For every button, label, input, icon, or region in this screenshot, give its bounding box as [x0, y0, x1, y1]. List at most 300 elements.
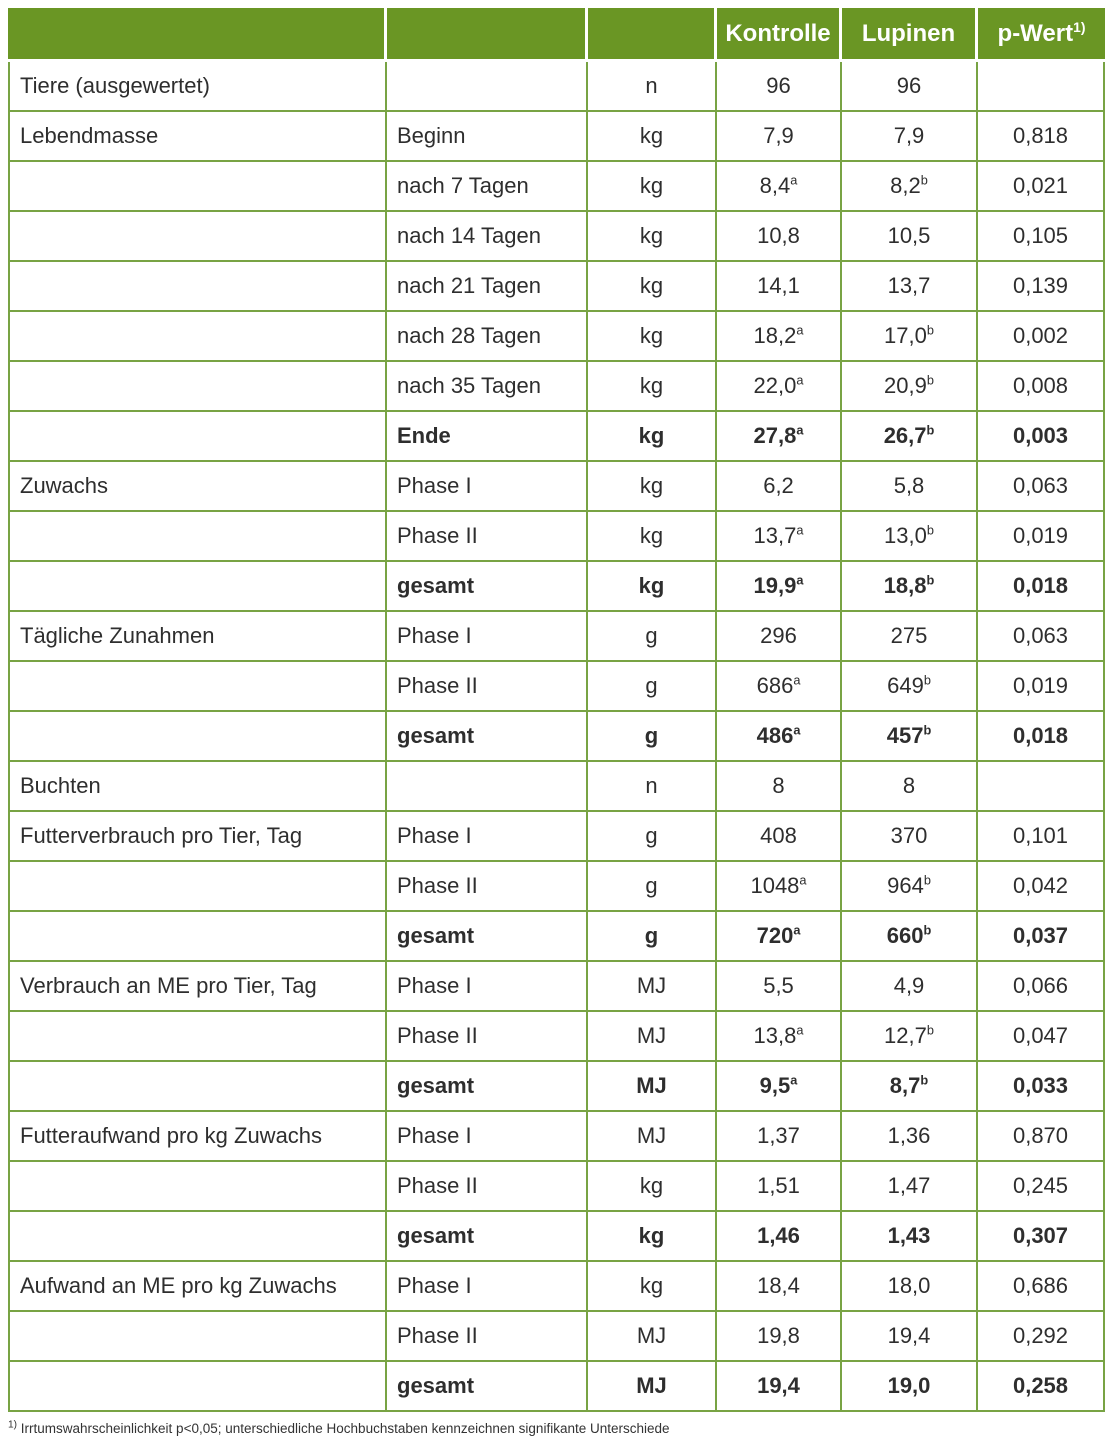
row-subcategory-cell — [387, 1262, 588, 1312]
row-category-cell — [8, 862, 387, 912]
row-subcategory-cell — [387, 412, 588, 462]
row-subcategory-cell — [387, 912, 588, 962]
row-kontrolle-cell — [717, 212, 842, 262]
row-kontrolle-value: 13,8 — [753, 1023, 797, 1048]
row-lupinen-significance-letter: b — [926, 1022, 934, 1038]
row-unit-cell — [588, 262, 717, 312]
row-lupinen-significance-letter: b — [926, 422, 935, 438]
row-lupinen-value: 4,9 — [893, 973, 925, 998]
row-lupinen-value: 457 — [886, 723, 924, 748]
row-lupinen-value: 1,36 — [887, 1123, 931, 1148]
row-unit-cell — [588, 62, 717, 112]
row-subcategory-cell — [387, 162, 588, 212]
row-kontrolle-cell — [717, 962, 842, 1012]
row-unit-label: n — [645, 773, 658, 798]
row-category-cell — [8, 812, 387, 862]
row-category-label: Futterverbrauch pro Tier, Tag — [20, 823, 303, 848]
table-row — [8, 262, 1105, 312]
row-kontrolle-value: 96 — [766, 73, 791, 98]
row-pwert-cell — [978, 812, 1105, 862]
row-lupinen-cell — [842, 162, 978, 212]
row-kontrolle-cell — [717, 112, 842, 162]
row-pwert-value: 0,033 — [1012, 1073, 1069, 1098]
row-kontrolle-value: 486 — [756, 723, 794, 748]
row-unit-label: kg — [639, 173, 664, 198]
row-unit-cell — [588, 562, 717, 612]
row-pwert-cell — [978, 1362, 1105, 1412]
table-row — [8, 312, 1105, 362]
row-category-cell — [8, 1012, 387, 1062]
row-pwert-value: 0,292 — [1012, 1323, 1069, 1348]
row-lupinen-cell — [842, 1062, 978, 1112]
row-kontrolle-value: 1,46 — [757, 1223, 800, 1248]
row-pwert-value: 0,870 — [1012, 1123, 1069, 1148]
row-subcategory-cell — [387, 462, 588, 512]
row-unit-cell — [588, 662, 717, 712]
row-unit-label: kg — [638, 1223, 665, 1248]
row-category-cell — [8, 962, 387, 1012]
row-category-cell — [8, 662, 387, 712]
header-pwert-footnote-marker: 1) — [1073, 18, 1086, 35]
row-lupinen-cell — [842, 62, 978, 112]
row-unit-cell — [588, 912, 717, 962]
row-lupinen-value: 13,0 — [884, 523, 927, 548]
row-kontrolle-significance-letter: a — [796, 322, 804, 338]
row-pwert-value: 0,105 — [1012, 223, 1069, 248]
row-category-label: Zuwachs — [20, 473, 109, 498]
table-row — [8, 712, 1105, 762]
table-row — [8, 512, 1105, 562]
header-pwert-cell — [978, 8, 1105, 62]
row-lupinen-cell — [842, 1112, 978, 1162]
header-unit-cell — [588, 8, 717, 62]
table-row — [8, 412, 1105, 462]
row-pwert-cell — [978, 1312, 1105, 1362]
row-subcategory-label: Phase I — [397, 473, 472, 498]
header-kontrolle-cell: Kontrolle — [717, 8, 842, 62]
row-pwert-value: 0,037 — [1012, 923, 1069, 948]
row-kontrolle-cell — [717, 1312, 842, 1362]
row-lupinen-cell — [842, 662, 978, 712]
row-lupinen-cell — [842, 1262, 978, 1312]
row-pwert-cell — [978, 912, 1105, 962]
row-lupinen-cell — [842, 312, 978, 362]
table-row — [8, 612, 1105, 662]
row-category-cell — [8, 1262, 387, 1312]
row-pwert-cell — [978, 512, 1105, 562]
row-kontrolle-value: 296 — [760, 623, 797, 648]
row-lupinen-value: 18,0 — [887, 1273, 931, 1298]
row-unit-cell — [588, 512, 717, 562]
row-unit-cell — [588, 1162, 717, 1212]
row-subcategory-cell — [387, 962, 588, 1012]
row-subcategory-cell — [387, 1062, 588, 1112]
row-subcategory-label: Ende — [397, 423, 451, 448]
row-subcategory-cell — [387, 1012, 588, 1062]
row-kontrolle-value: 10,8 — [757, 223, 800, 248]
row-pwert-value: 0,018 — [1012, 723, 1069, 748]
row-unit-cell — [588, 712, 717, 762]
row-lupinen-value: 19,4 — [887, 1323, 931, 1348]
row-kontrolle-value: 9,5 — [759, 1073, 791, 1098]
row-lupinen-cell — [842, 812, 978, 862]
row-lupinen-value: 26,7 — [883, 423, 927, 448]
row-subcategory-label: nach 14 Tagen — [397, 223, 541, 248]
row-kontrolle-significance-letter: a — [790, 172, 798, 188]
row-subcategory-cell — [387, 112, 588, 162]
row-lupinen-cell — [842, 562, 978, 612]
row-kontrolle-cell — [717, 912, 842, 962]
row-subcategory-label: nach 35 Tagen — [397, 373, 541, 398]
row-kontrolle-value: 27,8 — [753, 423, 797, 448]
row-subcategory-cell — [387, 62, 588, 112]
row-subcategory-cell — [387, 712, 588, 762]
row-unit-cell — [588, 1212, 717, 1262]
row-category-cell — [8, 312, 387, 362]
row-kontrolle-cell — [717, 1162, 842, 1212]
row-lupinen-value: 17,0 — [884, 323, 927, 348]
footnote-marker: 1) — [8, 1419, 17, 1431]
row-unit-cell — [588, 612, 717, 662]
row-unit-label: MJ — [636, 973, 667, 998]
row-kontrolle-significance-letter: a — [796, 422, 804, 438]
row-unit-label: kg — [639, 473, 664, 498]
row-subcategory-label: Phase I — [397, 823, 472, 848]
table-row — [8, 1212, 1105, 1262]
row-unit-label: g — [645, 623, 658, 648]
row-subcategory-label: Phase I — [397, 1123, 472, 1148]
row-pwert-value: 0,063 — [1012, 623, 1069, 648]
row-subcategory-cell — [387, 862, 588, 912]
row-subcategory-cell — [387, 362, 588, 412]
row-category-cell — [8, 612, 387, 662]
row-lupinen-value: 1,47 — [887, 1173, 931, 1198]
row-subcategory-label: gesamt — [397, 1073, 475, 1098]
row-kontrolle-cell — [717, 462, 842, 512]
table-row — [8, 812, 1105, 862]
row-lupinen-value: 10,5 — [887, 223, 931, 248]
row-category-label: Aufwand an ME pro kg Zuwachs — [20, 1273, 337, 1298]
row-lupinen-cell — [842, 212, 978, 262]
row-lupinen-value: 13,7 — [887, 273, 931, 298]
row-unit-cell — [588, 862, 717, 912]
row-pwert-cell — [978, 112, 1105, 162]
row-kontrolle-value: 19,4 — [757, 1373, 800, 1398]
row-kontrolle-value: 22,0 — [753, 373, 797, 398]
row-pwert-cell — [978, 62, 1105, 112]
row-category-cell — [8, 1062, 387, 1112]
row-kontrolle-cell — [717, 512, 842, 562]
row-unit-label: kg — [639, 273, 664, 298]
row-kontrolle-value: 19,8 — [757, 1323, 800, 1348]
row-category-cell — [8, 562, 387, 612]
table-row — [8, 1362, 1105, 1412]
row-subcategory-label: gesamt — [397, 1223, 475, 1248]
row-pwert-cell — [978, 1162, 1105, 1212]
row-lupinen-value: 8 — [902, 773, 916, 798]
row-subcategory-cell — [387, 312, 588, 362]
row-lupinen-value: 275 — [890, 623, 928, 648]
row-subcategory-cell — [387, 762, 588, 812]
table-row — [8, 1162, 1105, 1212]
table-row — [8, 162, 1105, 212]
row-pwert-value: 0,139 — [1012, 273, 1069, 298]
row-lupinen-cell — [842, 1312, 978, 1362]
row-unit-label: MJ — [636, 1123, 667, 1148]
row-lupinen-cell — [842, 862, 978, 912]
row-kontrolle-cell — [717, 1362, 842, 1412]
row-kontrolle-value: 7,9 — [763, 123, 794, 148]
row-unit-label: g — [644, 923, 659, 948]
row-kontrolle-significance-letter: a — [793, 722, 801, 738]
row-kontrolle-value: 5,5 — [763, 973, 794, 998]
row-pwert-value: 0,101 — [1012, 823, 1069, 848]
header-row — [8, 8, 1105, 62]
row-unit-label: g — [645, 673, 658, 698]
row-category-cell — [8, 712, 387, 762]
row-pwert-cell — [978, 362, 1105, 412]
row-subcategory-label: gesamt — [397, 723, 475, 748]
row-subcategory-cell — [387, 1112, 588, 1162]
row-lupinen-value: 8,7 — [889, 1073, 921, 1098]
row-lupinen-cell — [842, 512, 978, 562]
row-subcategory-label: Phase II — [397, 1323, 478, 1348]
row-lupinen-value: 8,2 — [890, 173, 921, 198]
row-kontrolle-cell — [717, 312, 842, 362]
row-kontrolle-value: 720 — [756, 923, 794, 948]
row-category-cell — [8, 1212, 387, 1262]
table-row — [8, 912, 1105, 962]
header-pwert-label: p-Wert — [997, 19, 1074, 47]
row-pwert-value: 0,245 — [1012, 1173, 1069, 1198]
row-subcategory-cell — [387, 1362, 588, 1412]
row-unit-cell — [588, 1112, 717, 1162]
row-kontrolle-significance-letter: a — [796, 522, 804, 538]
row-lupinen-value: 12,7 — [884, 1023, 927, 1048]
row-kontrolle-significance-letter: a — [796, 572, 804, 588]
row-unit-label: MJ — [636, 1323, 667, 1348]
row-unit-label: kg — [638, 573, 665, 598]
row-unit-cell — [588, 112, 717, 162]
row-pwert-value: 0,002 — [1012, 323, 1069, 348]
row-category-label: Tiere (ausgewertet) — [20, 73, 210, 98]
row-lupinen-value: 964 — [887, 873, 924, 898]
row-pwert-value: 0,019 — [1012, 673, 1069, 698]
row-kontrolle-value: 19,9 — [753, 573, 797, 598]
row-unit-cell — [588, 362, 717, 412]
row-category-cell — [8, 112, 387, 162]
row-unit-label: g — [645, 823, 658, 848]
row-kontrolle-cell — [717, 62, 842, 112]
row-kontrolle-cell — [717, 1112, 842, 1162]
row-kontrolle-cell — [717, 612, 842, 662]
row-unit-label: kg — [639, 123, 664, 148]
row-kontrolle-cell — [717, 362, 842, 412]
row-subcategory-label: Phase II — [397, 1173, 478, 1198]
row-unit-cell — [588, 412, 717, 462]
row-unit-label: kg — [639, 1273, 664, 1298]
row-category-cell — [8, 1312, 387, 1362]
row-kontrolle-value: 8 — [772, 773, 785, 798]
row-category-label: Futteraufwand pro kg Zuwachs — [20, 1123, 323, 1148]
row-unit-label: kg — [639, 223, 664, 248]
row-subcategory-label: Phase II — [397, 1023, 478, 1048]
row-unit-cell — [588, 312, 717, 362]
row-subcategory-label: Phase II — [397, 673, 478, 698]
row-unit-label: MJ — [636, 1023, 667, 1048]
row-subcategory-cell — [387, 612, 588, 662]
row-category-cell — [8, 1162, 387, 1212]
row-category-cell — [8, 212, 387, 262]
table-row — [8, 1262, 1105, 1312]
row-pwert-cell — [978, 662, 1105, 712]
row-pwert-value: 0,066 — [1012, 973, 1069, 998]
row-kontrolle-significance-letter: a — [796, 372, 804, 388]
row-subcategory-label: gesamt — [397, 573, 475, 598]
row-category-cell — [8, 62, 387, 112]
row-pwert-value: 0,008 — [1012, 373, 1069, 398]
row-unit-cell — [588, 1062, 717, 1112]
row-unit-cell — [588, 1312, 717, 1362]
row-subcategory-label: Beginn — [397, 123, 466, 148]
row-unit-label: MJ — [636, 1373, 667, 1398]
footnote-text: Irrtumswahrscheinlichkeit p<0,05; unterschiedliche Hochbuchstaben kennzeichnen signifikante Unterschiede — [20, 1421, 670, 1436]
row-pwert-value: 0,686 — [1012, 1273, 1069, 1298]
table-row — [8, 762, 1105, 812]
row-kontrolle-cell — [717, 162, 842, 212]
row-kontrolle-value: 1,51 — [757, 1173, 800, 1198]
row-lupinen-significance-letter: b — [926, 372, 934, 388]
row-kontrolle-value: 408 — [760, 823, 797, 848]
row-pwert-value: 0,018 — [1012, 573, 1069, 598]
row-pwert-cell — [978, 762, 1105, 812]
row-category-label: Verbrauch an ME pro Tier, Tag — [20, 973, 317, 998]
row-category-cell — [8, 1362, 387, 1412]
table-row — [8, 462, 1105, 512]
table-row — [8, 362, 1105, 412]
table-row — [8, 662, 1105, 712]
row-pwert-cell — [978, 862, 1105, 912]
row-lupinen-value: 18,8 — [883, 573, 927, 598]
row-lupinen-value: 1,43 — [887, 1223, 931, 1248]
row-lupinen-value: 96 — [896, 73, 922, 98]
row-lupinen-value: 7,9 — [893, 123, 925, 148]
row-pwert-value: 0,818 — [1012, 123, 1069, 148]
row-pwert-value: 0,047 — [1012, 1023, 1069, 1048]
row-kontrolle-cell — [717, 812, 842, 862]
row-pwert-cell — [978, 262, 1105, 312]
row-kontrolle-cell — [717, 1062, 842, 1112]
table-row — [8, 112, 1105, 162]
row-kontrolle-cell — [717, 712, 842, 762]
row-subcategory-cell — [387, 262, 588, 312]
row-unit-label: kg — [639, 1173, 664, 1198]
table-row — [8, 1062, 1105, 1112]
table-row — [8, 862, 1105, 912]
row-pwert-value: 0,019 — [1012, 523, 1069, 548]
row-subcategory-label: gesamt — [397, 1373, 475, 1398]
row-unit-label: MJ — [636, 1073, 667, 1098]
row-lupinen-cell — [842, 462, 978, 512]
row-subcategory-label: Phase I — [397, 1273, 472, 1298]
row-pwert-cell — [978, 462, 1105, 512]
row-pwert-value: 0,307 — [1012, 1223, 1069, 1248]
row-kontrolle-cell — [717, 412, 842, 462]
row-lupinen-significance-letter: b — [923, 722, 932, 738]
row-category-label: Lebendmasse — [20, 123, 159, 148]
row-lupinen-value: 19,0 — [887, 1373, 931, 1398]
row-category-cell — [8, 362, 387, 412]
row-pwert-cell — [978, 1112, 1105, 1162]
row-unit-label: n — [645, 73, 658, 98]
row-subcategory-cell — [387, 812, 588, 862]
row-category-cell — [8, 262, 387, 312]
row-kontrolle-value: 18,4 — [757, 1273, 800, 1298]
row-lupinen-cell — [842, 612, 978, 662]
table-row — [8, 962, 1105, 1012]
row-subcategory-label: nach 21 Tagen — [397, 273, 541, 298]
row-pwert-cell — [978, 212, 1105, 262]
row-subcategory-label: nach 28 Tagen — [397, 323, 541, 348]
row-pwert-cell — [978, 312, 1105, 362]
row-unit-cell — [588, 962, 717, 1012]
row-category-cell — [8, 912, 387, 962]
row-category-cell — [8, 162, 387, 212]
row-lupinen-value: 5,8 — [893, 473, 925, 498]
row-unit-label: kg — [639, 323, 664, 348]
header-subcategory-cell — [387, 8, 588, 62]
row-lupinen-cell — [842, 962, 978, 1012]
row-lupinen-cell — [842, 412, 978, 462]
row-subcategory-label: Phase I — [397, 973, 472, 998]
row-lupinen-significance-letter: b — [920, 1072, 929, 1088]
table-row — [8, 212, 1105, 262]
row-lupinen-significance-letter: b — [926, 572, 935, 588]
row-unit-cell — [588, 1262, 717, 1312]
table-row — [8, 62, 1105, 112]
row-pwert-value: 0,003 — [1012, 423, 1069, 448]
row-subcategory-cell — [387, 562, 588, 612]
results-table — [8, 8, 1105, 1412]
row-pwert-cell — [978, 1262, 1105, 1312]
table-row — [8, 1112, 1105, 1162]
row-lupinen-cell — [842, 912, 978, 962]
row-kontrolle-value: 6,2 — [763, 473, 794, 498]
row-kontrolle-significance-letter: a — [790, 1072, 798, 1088]
row-unit-cell — [588, 1362, 717, 1412]
row-category-cell — [8, 1112, 387, 1162]
row-kontrolle-cell — [717, 1262, 842, 1312]
row-lupinen-significance-letter: b — [923, 672, 931, 688]
row-kontrolle-value: 18,2 — [753, 323, 797, 348]
row-subcategory-cell — [387, 662, 588, 712]
row-category-cell — [8, 462, 387, 512]
row-category-label: Buchten — [20, 773, 101, 798]
row-kontrolle-cell — [717, 762, 842, 812]
row-subcategory-label: nach 7 Tagen — [397, 173, 529, 198]
row-category-cell — [8, 512, 387, 562]
header-category-cell — [8, 8, 387, 62]
row-unit-label: kg — [638, 423, 665, 448]
row-kontrolle-cell — [717, 862, 842, 912]
row-lupinen-significance-letter: b — [920, 172, 928, 188]
row-pwert-cell — [978, 1062, 1105, 1112]
row-unit-cell — [588, 162, 717, 212]
row-pwert-value: 0,042 — [1012, 873, 1069, 898]
row-kontrolle-cell — [717, 1212, 842, 1262]
row-pwert-cell — [978, 712, 1105, 762]
row-subcategory-cell — [387, 1212, 588, 1262]
